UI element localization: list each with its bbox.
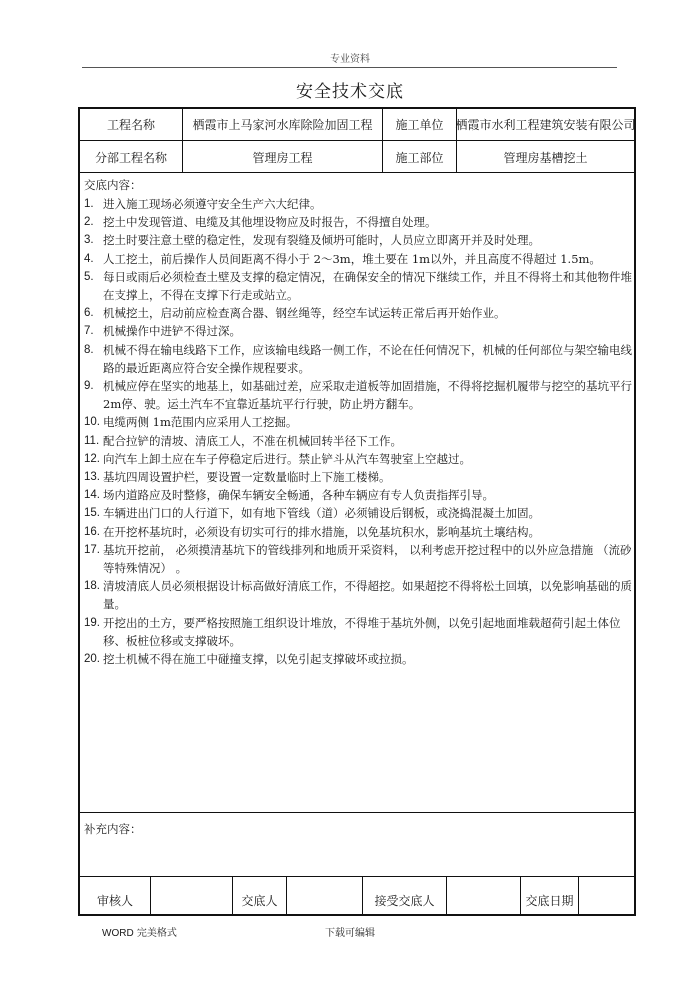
date-field bbox=[578, 877, 634, 915]
item-text: 每日或雨后必须检查土壁及支撑的稳定情况，在确保安全的情况下继续工作，并且不得将土和其他物件堆在支撑上，不得在支撑下行走或站立。 bbox=[103, 269, 632, 303]
content-item bbox=[84, 304, 632, 322]
page-title: 安全技术交底 bbox=[296, 82, 404, 102]
item-text: 挖土中发现管道、电缆及其他埋设物应及时报告，不得擅自处理。 bbox=[103, 215, 437, 230]
item-text: 车辆进出门口的人行道下，如有地下管线（道）必须铺设后钢板，或浇捣混凝土加固。 bbox=[103, 506, 540, 521]
content-item bbox=[84, 650, 632, 668]
info-row-project bbox=[80, 108, 634, 140]
content-item bbox=[84, 268, 632, 304]
item-number: 13. bbox=[84, 471, 100, 484]
item-number: 17. bbox=[84, 543, 100, 556]
receiver-field bbox=[446, 877, 520, 915]
item-number: 1. bbox=[84, 198, 94, 210]
item-number: 11. bbox=[84, 434, 100, 447]
footer-format: 完美格式 bbox=[136, 928, 177, 939]
content-item bbox=[84, 432, 632, 450]
reviewer-field bbox=[150, 877, 232, 915]
content-item bbox=[84, 614, 632, 650]
presenter-field bbox=[286, 877, 362, 915]
sub-project-value: 管理房工程 bbox=[182, 141, 382, 173]
item-text: 向汽车上卸土应在车子停稳定后进行。禁止铲斗从汽车驾驶室上空越过。 bbox=[103, 451, 471, 466]
content-item bbox=[84, 341, 632, 377]
item-text: 配合拉铲的清坡、清底工人，不准在机械回转半径下工作。 bbox=[103, 433, 402, 448]
supplement-label: 补充内容： bbox=[84, 822, 142, 836]
date-label: 交底日期 bbox=[520, 877, 578, 915]
item-number: 5. bbox=[84, 270, 94, 283]
content-item bbox=[84, 541, 632, 577]
project-name-label: 工程名称 bbox=[106, 117, 155, 132]
footer-center: 下载可编辑 bbox=[325, 928, 375, 939]
content-label: 交底内容： bbox=[84, 178, 142, 192]
receiver-label: 接受交底人 bbox=[362, 877, 446, 915]
item-number: 20. bbox=[84, 653, 100, 666]
item-text: 清坡清底人员必须根据设计标高做好清底工作，不得超挖。如果超挖不得将松土回填，以免影响基础的质量。 bbox=[103, 579, 632, 612]
header-divider bbox=[82, 67, 617, 68]
content-item bbox=[84, 486, 632, 504]
item-text: 在开挖杯基坑时，必须设有切实可行的排水措施，以免基坑积水，影响基坑土壤结构。 bbox=[103, 524, 540, 539]
presenter-label: 交底人 bbox=[232, 877, 286, 915]
item-number: 15. bbox=[84, 507, 100, 520]
item-number: 19. bbox=[84, 616, 100, 629]
item-text: 基坑四周设置护栏，要设置一定数量临时上下施工楼梯。 bbox=[103, 470, 391, 485]
item-text: 基坑开挖前， 必须摸清基坑下的管线排列和地质开采资料， 以利考虑开挖过程中的以外应急措施 （流砂等特殊情况） 。 bbox=[103, 542, 632, 576]
signature-row bbox=[80, 876, 634, 915]
item-number: 9. bbox=[84, 380, 94, 393]
item-text: 机械挖土，启动前应检查离合器、钢丝绳等，经空车试运转正常后再开始作业。 bbox=[103, 306, 506, 321]
content-item bbox=[84, 504, 632, 522]
item-number: 4. bbox=[84, 252, 94, 265]
info-row-subproject bbox=[80, 140, 634, 173]
item-number: 12. bbox=[84, 452, 100, 465]
item-text: 挖土机械不得在施工中碰撞支撑，以免引起支撑破坏或拉损。 bbox=[103, 652, 414, 667]
item-number: 2. bbox=[84, 216, 94, 229]
content-item bbox=[84, 195, 632, 213]
item-text: 机械不得在输电线路下工作，应该输电线路一侧工作，不论在任何情况下，机械的任何部位与架空输电线路的最近距离应符合安全操作规程要求。 bbox=[103, 342, 632, 375]
content-item bbox=[84, 577, 632, 613]
content-items bbox=[84, 195, 632, 668]
item-text: 人工挖土，前后操作人员间距离不得小于 2～3m，堆土要在 1m以外，并且高度不得超过 1.5m。 bbox=[103, 251, 601, 266]
content-item bbox=[84, 231, 632, 249]
item-number: 10. bbox=[84, 416, 100, 429]
project-name-value: 栖霞市上马家河水库除险加固工程 bbox=[182, 108, 382, 140]
construction-unit-label: 施工单位 bbox=[382, 108, 456, 140]
item-number: 3. bbox=[84, 234, 94, 247]
item-text: 开挖出的土方，要严格按照施工组织设计堆放，不得堆于基坑外侧，以免引起地面堆载超荷引起土体位移、板桩位移或支撑破坏。 bbox=[103, 615, 621, 648]
item-text: 场内道路应及时整修，确保车辆安全畅通，各种车辆应有专人负责指挥引导。 bbox=[103, 488, 494, 503]
item-number: 14. bbox=[84, 489, 100, 502]
content-item bbox=[84, 377, 632, 413]
item-number: 16. bbox=[84, 525, 100, 538]
item-text: 挖土时要注意土壁的稳定性，发现有裂缝及倾坍可能时，人员应立即离开并及时处理。 bbox=[103, 233, 540, 248]
content-item bbox=[84, 413, 632, 431]
reviewer-label: 审核人 bbox=[96, 894, 133, 908]
supplement-section bbox=[80, 812, 634, 877]
location-value: 管理房基槽挖土 bbox=[456, 141, 634, 173]
construction-unit-value: 栖霞市水利工程建筑安装有限公司 bbox=[456, 108, 634, 140]
item-number: 7. bbox=[84, 325, 94, 338]
footer-word: WORD bbox=[102, 928, 134, 939]
location-label: 施工部位 bbox=[382, 141, 456, 173]
content-item bbox=[84, 250, 632, 268]
sub-project-label: 分部工程名称 bbox=[94, 150, 167, 165]
item-number: 18. bbox=[84, 580, 100, 593]
item-number: 6. bbox=[84, 307, 94, 320]
content-section bbox=[80, 172, 634, 813]
content-item bbox=[84, 322, 632, 340]
item-text: 机械操作中进铲不得过深。 bbox=[103, 324, 241, 339]
header-top-label: 专业资料 bbox=[330, 54, 370, 65]
item-text: 机械应停在坚实的地基上，如基础过差，应采取走道板等加固措施，不得将挖掘机履带与挖空的基坑平行 2m停、驶。运土汽车不宜靠近基坑平行行驶，防止坍方翻车。 bbox=[103, 379, 632, 412]
item-text: 进入施工现场必须遵守安全生产六大纪律。 bbox=[103, 197, 322, 211]
content-item bbox=[84, 213, 632, 231]
item-number: 8. bbox=[84, 343, 94, 356]
content-item bbox=[84, 468, 632, 486]
item-text: 电缆两侧 1m范围内应采用人工挖掘。 bbox=[103, 415, 298, 430]
content-item bbox=[84, 450, 632, 468]
content-item bbox=[84, 523, 632, 541]
